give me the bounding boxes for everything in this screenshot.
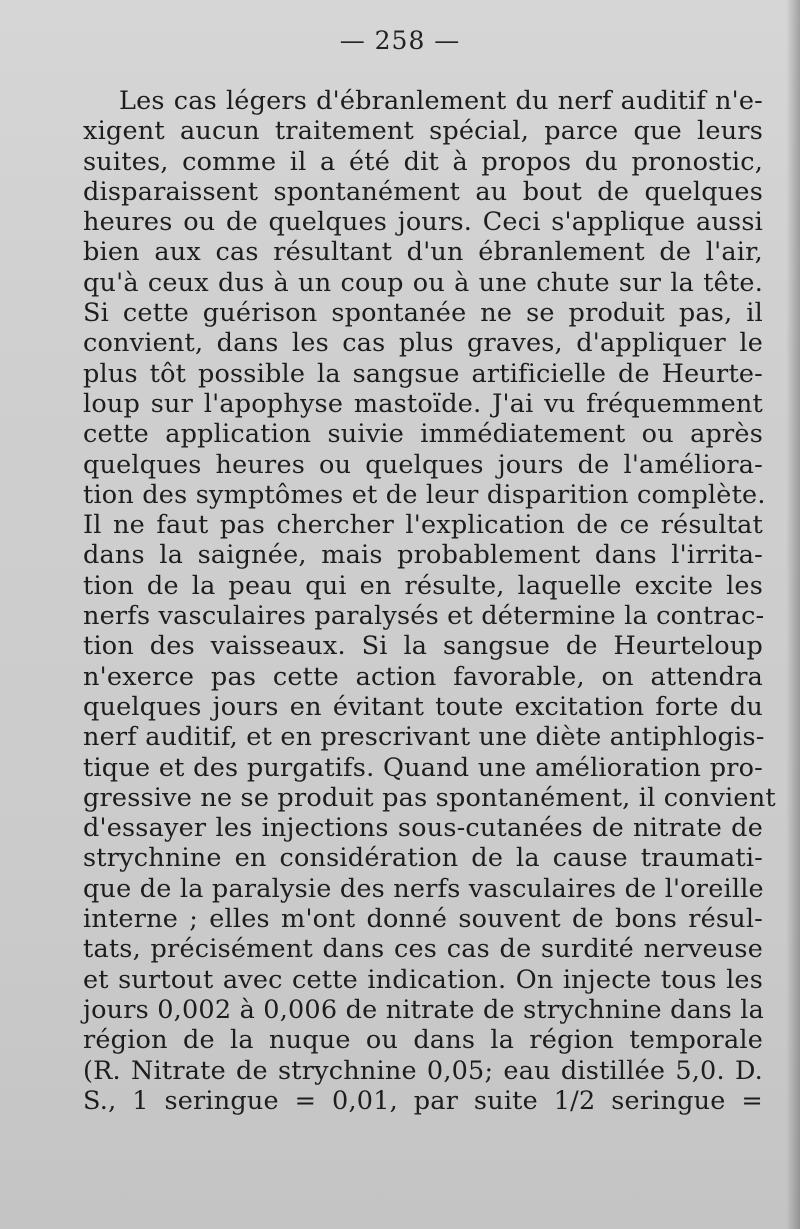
- text-line: interne ; elles m'ont donné souvent de bons résul-: [83, 904, 763, 935]
- text-line: et surtout avec cette indication. On injecte tous les: [83, 964, 763, 995]
- page-edge-shadow: [786, 0, 800, 1229]
- text-line: quelques jours en évitant toute excitation forte du: [83, 691, 763, 722]
- text-line: région de la nuque ou dans la région temporale: [83, 1025, 763, 1056]
- page-number: — 258 —: [339, 26, 461, 55]
- text-line: dans la saignée, mais probablement dans l'irrita-: [83, 540, 763, 571]
- text-line: tion des vaisseaux. Si la sangsue de Heurteloup: [83, 631, 763, 662]
- text-line: quelques heures ou quelques jours de l'améliora-: [83, 449, 763, 480]
- text-line: tion de la peau qui en résulte, laquelle excite les: [83, 570, 763, 601]
- text-line: convient, dans les cas plus graves, d'appliquer le: [83, 328, 763, 359]
- text-line: cette application suivie immédiatement ou après: [83, 419, 763, 450]
- text-line: (R. Nitrate de strychnine 0,05; eau distillée 5,0. D.: [83, 1055, 763, 1086]
- text-line: n'exerce pas cette action favorable, on attendra: [83, 661, 763, 692]
- text-line: xigent aucun traitement spécial, parce que leurs: [83, 116, 763, 147]
- text-line: nerf auditif, et en prescrivant une diète antiphlogis-: [83, 722, 765, 753]
- text-line: gressive ne se produit pas spontanément, il convient: [83, 782, 776, 813]
- text-line: tion des symptômes et de leur disparition complète.: [83, 479, 766, 510]
- text-line: suites, comme il a été dit à propos du pronostic,: [83, 146, 763, 177]
- text-line: plus tôt possible la sangsue artificielle de Heurte-: [83, 358, 763, 389]
- text-line: Les cas légers d'ébranlement du nerf auditif n'e-: [119, 86, 763, 116]
- text-line: que de la paralysie des nerfs vasculaires de l'oreille: [83, 873, 764, 904]
- text-line: d'essayer les injections sous-cutanées de nitrate de: [83, 813, 763, 844]
- text-line: qu'à ceux dus à un coup ou à une chute sur la tête.: [83, 267, 763, 298]
- text-line: nerfs vasculaires paralysés et détermine la contrac-: [83, 601, 765, 632]
- text-line: loup sur l'apophyse mastoïde. J'ai vu fréquemment: [83, 388, 763, 419]
- text-line: heures ou de quelques jours. Ceci s'applique aussi: [83, 207, 763, 238]
- text-line: S., 1 seringue = 0,01, par suite 1/2 seringue =: [83, 1085, 763, 1116]
- text-line: Si cette guérison spontanée ne se produit pas, il: [83, 298, 763, 329]
- text-line: tats, précisément dans ces cas de surdité nerveuse: [83, 934, 763, 965]
- text-line: tique et des purgatifs. Quand une amélioration pro-: [83, 752, 763, 783]
- text-line: bien aux cas résultant d'un ébranlement de l'air,: [83, 237, 763, 268]
- text-line: strychnine en considération de la cause traumati-: [83, 843, 763, 874]
- text-line: disparaissent spontanément au bout de quelques: [83, 176, 763, 207]
- text-line: Il ne faut pas chercher l'explication de ce résultat: [83, 510, 763, 541]
- text-line: jours 0,002 à 0,006 de nitrate de strychnine dans la: [83, 994, 765, 1025]
- body-text: [83, 86, 776, 1116]
